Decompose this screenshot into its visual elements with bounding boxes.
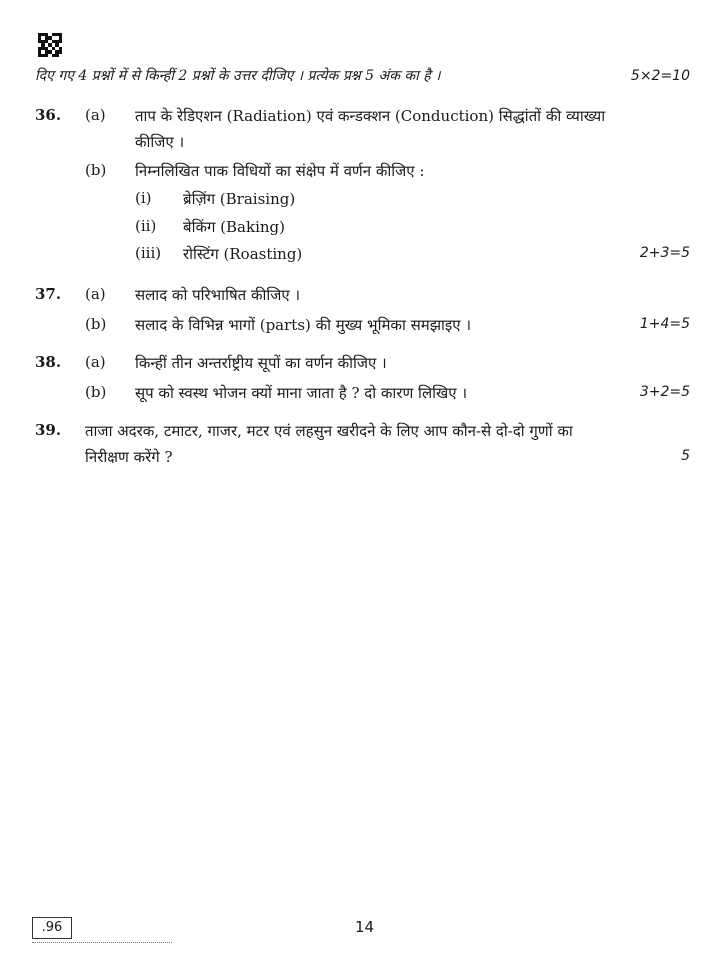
part-label-a: (a): [85, 285, 106, 303]
qr-code-icon: [38, 33, 62, 57]
question-marks: 2+3=5: [639, 245, 690, 261]
part-label-b: (b): [85, 315, 107, 333]
question-marks: 3+2=5: [639, 384, 690, 400]
sub-text-i: ब्रेज़िंग (Braising): [183, 190, 296, 208]
section-marks: 5×2=10: [630, 68, 690, 84]
sub-label-iii: (iii): [135, 244, 162, 262]
question-text: ताजा अदरक, टमाटर, गाजर, मटर एवं लहसुन खरीदने के लिए आप कौन-से दो-दो गुणों का निरीक्षण करेंगे ?: [85, 422, 573, 466]
sub-label-i: (i): [135, 189, 152, 207]
part-b-text: सलाद के विभिन्न भागों (parts) की मुख्य भूमिका समझाइए ।: [135, 316, 472, 334]
question-number: 36.: [35, 106, 62, 124]
code-divider: [32, 942, 172, 945]
sub-text-iii: रोस्टिंग (Roasting): [183, 245, 303, 263]
page-number: 14: [355, 918, 375, 936]
part-b-text: निम्नलिखित पाक विधियों का संक्षेप में वर्णन कीजिए :: [135, 162, 425, 180]
part-a-text: सलाद को परिभाषित कीजिए ।: [135, 286, 301, 304]
question-number: 37.: [35, 285, 62, 303]
part-a-text: ताप के रेडिएशन (Radiation) एवं कन्डक्शन (Conduction) सिद्धांतों की व्याख्या कीजिए ।: [135, 107, 606, 151]
section-instruction: [35, 66, 690, 86]
question-marks: 5: [681, 448, 690, 464]
question-number: 39.: [35, 421, 62, 439]
paper-code: .96: [32, 917, 72, 939]
sub-label-ii: (ii): [135, 217, 157, 235]
part-label-b: (b): [85, 161, 107, 179]
part-label-a: (a): [85, 353, 106, 371]
part-a-text: किन्हीं तीन अन्तर्राष्ट्रीय सूपों का वर्णन कीजिए ।: [135, 354, 387, 372]
part-label-a: (a): [85, 106, 106, 124]
question-marks: 1+4=5: [639, 316, 690, 332]
part-b-text: सूप को स्वस्थ भोजन क्यों माना जाता है ? दो कारण लिखिए ।: [135, 384, 468, 402]
sub-text-ii: बेकिंग (Baking): [183, 218, 286, 236]
instruction-text: दिए गए 4 प्रश्नों में से किन्हीं 2 प्रश्नों के उत्तर दीजिए । प्रत्येक प्रश्न 5 अंक का है ।: [35, 68, 441, 84]
question-number: 38.: [35, 353, 62, 371]
part-label-b: (b): [85, 383, 107, 401]
